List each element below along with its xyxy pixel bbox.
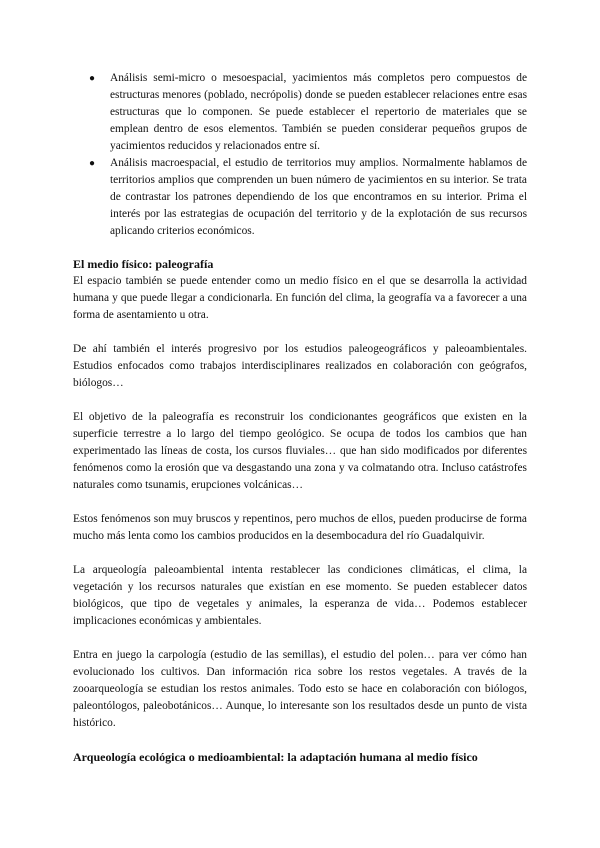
section-heading-paleografia: El medio físico: paleografía bbox=[73, 257, 214, 271]
paragraph: El espacio también se puede entender como un medio físico en el que se desarrolla la actividad humana y que puede llegar a condicionarla. En función del clima, la geografía va a favorecer a una forma de asentamiento u otra. bbox=[73, 275, 527, 321]
paragraph: De ahí también el interés progresivo por los estudios paleogeográficos y paleoambientales. Estudios enfocados como trabajos interdisciplinares realizados en colaboración con geógrafos, biólogos… bbox=[73, 343, 527, 389]
section-heading-arqueologia-ecologica: Arqueología ecológica o medioambiental: la adaptación humana al medio físico bbox=[73, 750, 478, 764]
list-item-text: Análisis macroespacial, el estudio de territorios muy amplios. Normalmente hablamos de territorios amplios que comprenden un buen número de yacimientos en su interior. Se trata de contrastar los patrones dependiendo de los que encontramos en su interior. Prima el interés por las estrategias de ocupación del territorio y de la explotación de sus recursos aplicando criterios económicos. bbox=[110, 157, 527, 237]
paragraph: El objetivo de la paleografía es reconstruir los condicionantes geográficos que existen en la superficie terrestre a lo largo del tiempo geológico. Se ocupa de todos los cambios que han experimentado las líneas de costa, los cursos fluviales… que han sido modificados por diferentes fenómenos como la erosión que va desgastando una zona y va colmatando otra. Incluso catástrofes naturales como tsunamis, erupciones volcánicas… bbox=[73, 411, 527, 491]
list-item bbox=[89, 155, 527, 240]
paragraph: La arqueología paleoambiental intenta restablecer las condiciones climáticas, el clima, la vegetación y los recursos naturales que existían en ese momento. Se pueden establecer datos biológicos, que tipo de vegetales y animales, la esperanza de vida… Podemos establecer implicaciones económicas y ambientales. bbox=[73, 564, 527, 627]
bullet-icon: ● bbox=[89, 158, 96, 169]
bullet-list bbox=[73, 70, 527, 240]
bullet-icon: ● bbox=[89, 73, 96, 84]
paragraph: Estos fenómenos son muy bruscos y repentinos, pero muchos de ellos, pueden producirse de forma mucho más lenta como los cambios producidos en la desembocadura del río Guadalquivir. bbox=[73, 513, 527, 542]
list-item bbox=[89, 70, 527, 155]
paragraph: Entra en juego la carpología (estudio de las semillas), el estudio del polen… para ver cómo han evolucionado los cultivos. Dan información rica sobre los restos vegetales. A través de la zooarqueología se estudian los restos animales. Todo esto se hace en colaboración con biólogos, paleontólogos, paleobotánicos… Aunque, lo interesante son los resultados desde un punto de vista histórico. bbox=[73, 649, 527, 729]
list-item-text: Análisis semi-micro o mesoespacial, yacimientos más completos pero compuestos de estructuras menores (poblado, necrópolis) donde se pueden establecer relaciones entre esas estructuras que lo componen. Se puede establecer el repertorio de materiales que se emplean dentro de esos elementos. También se pueden considerar pequeños grupos de yacimientos reducidos y relacionados entre sí. bbox=[110, 72, 527, 152]
